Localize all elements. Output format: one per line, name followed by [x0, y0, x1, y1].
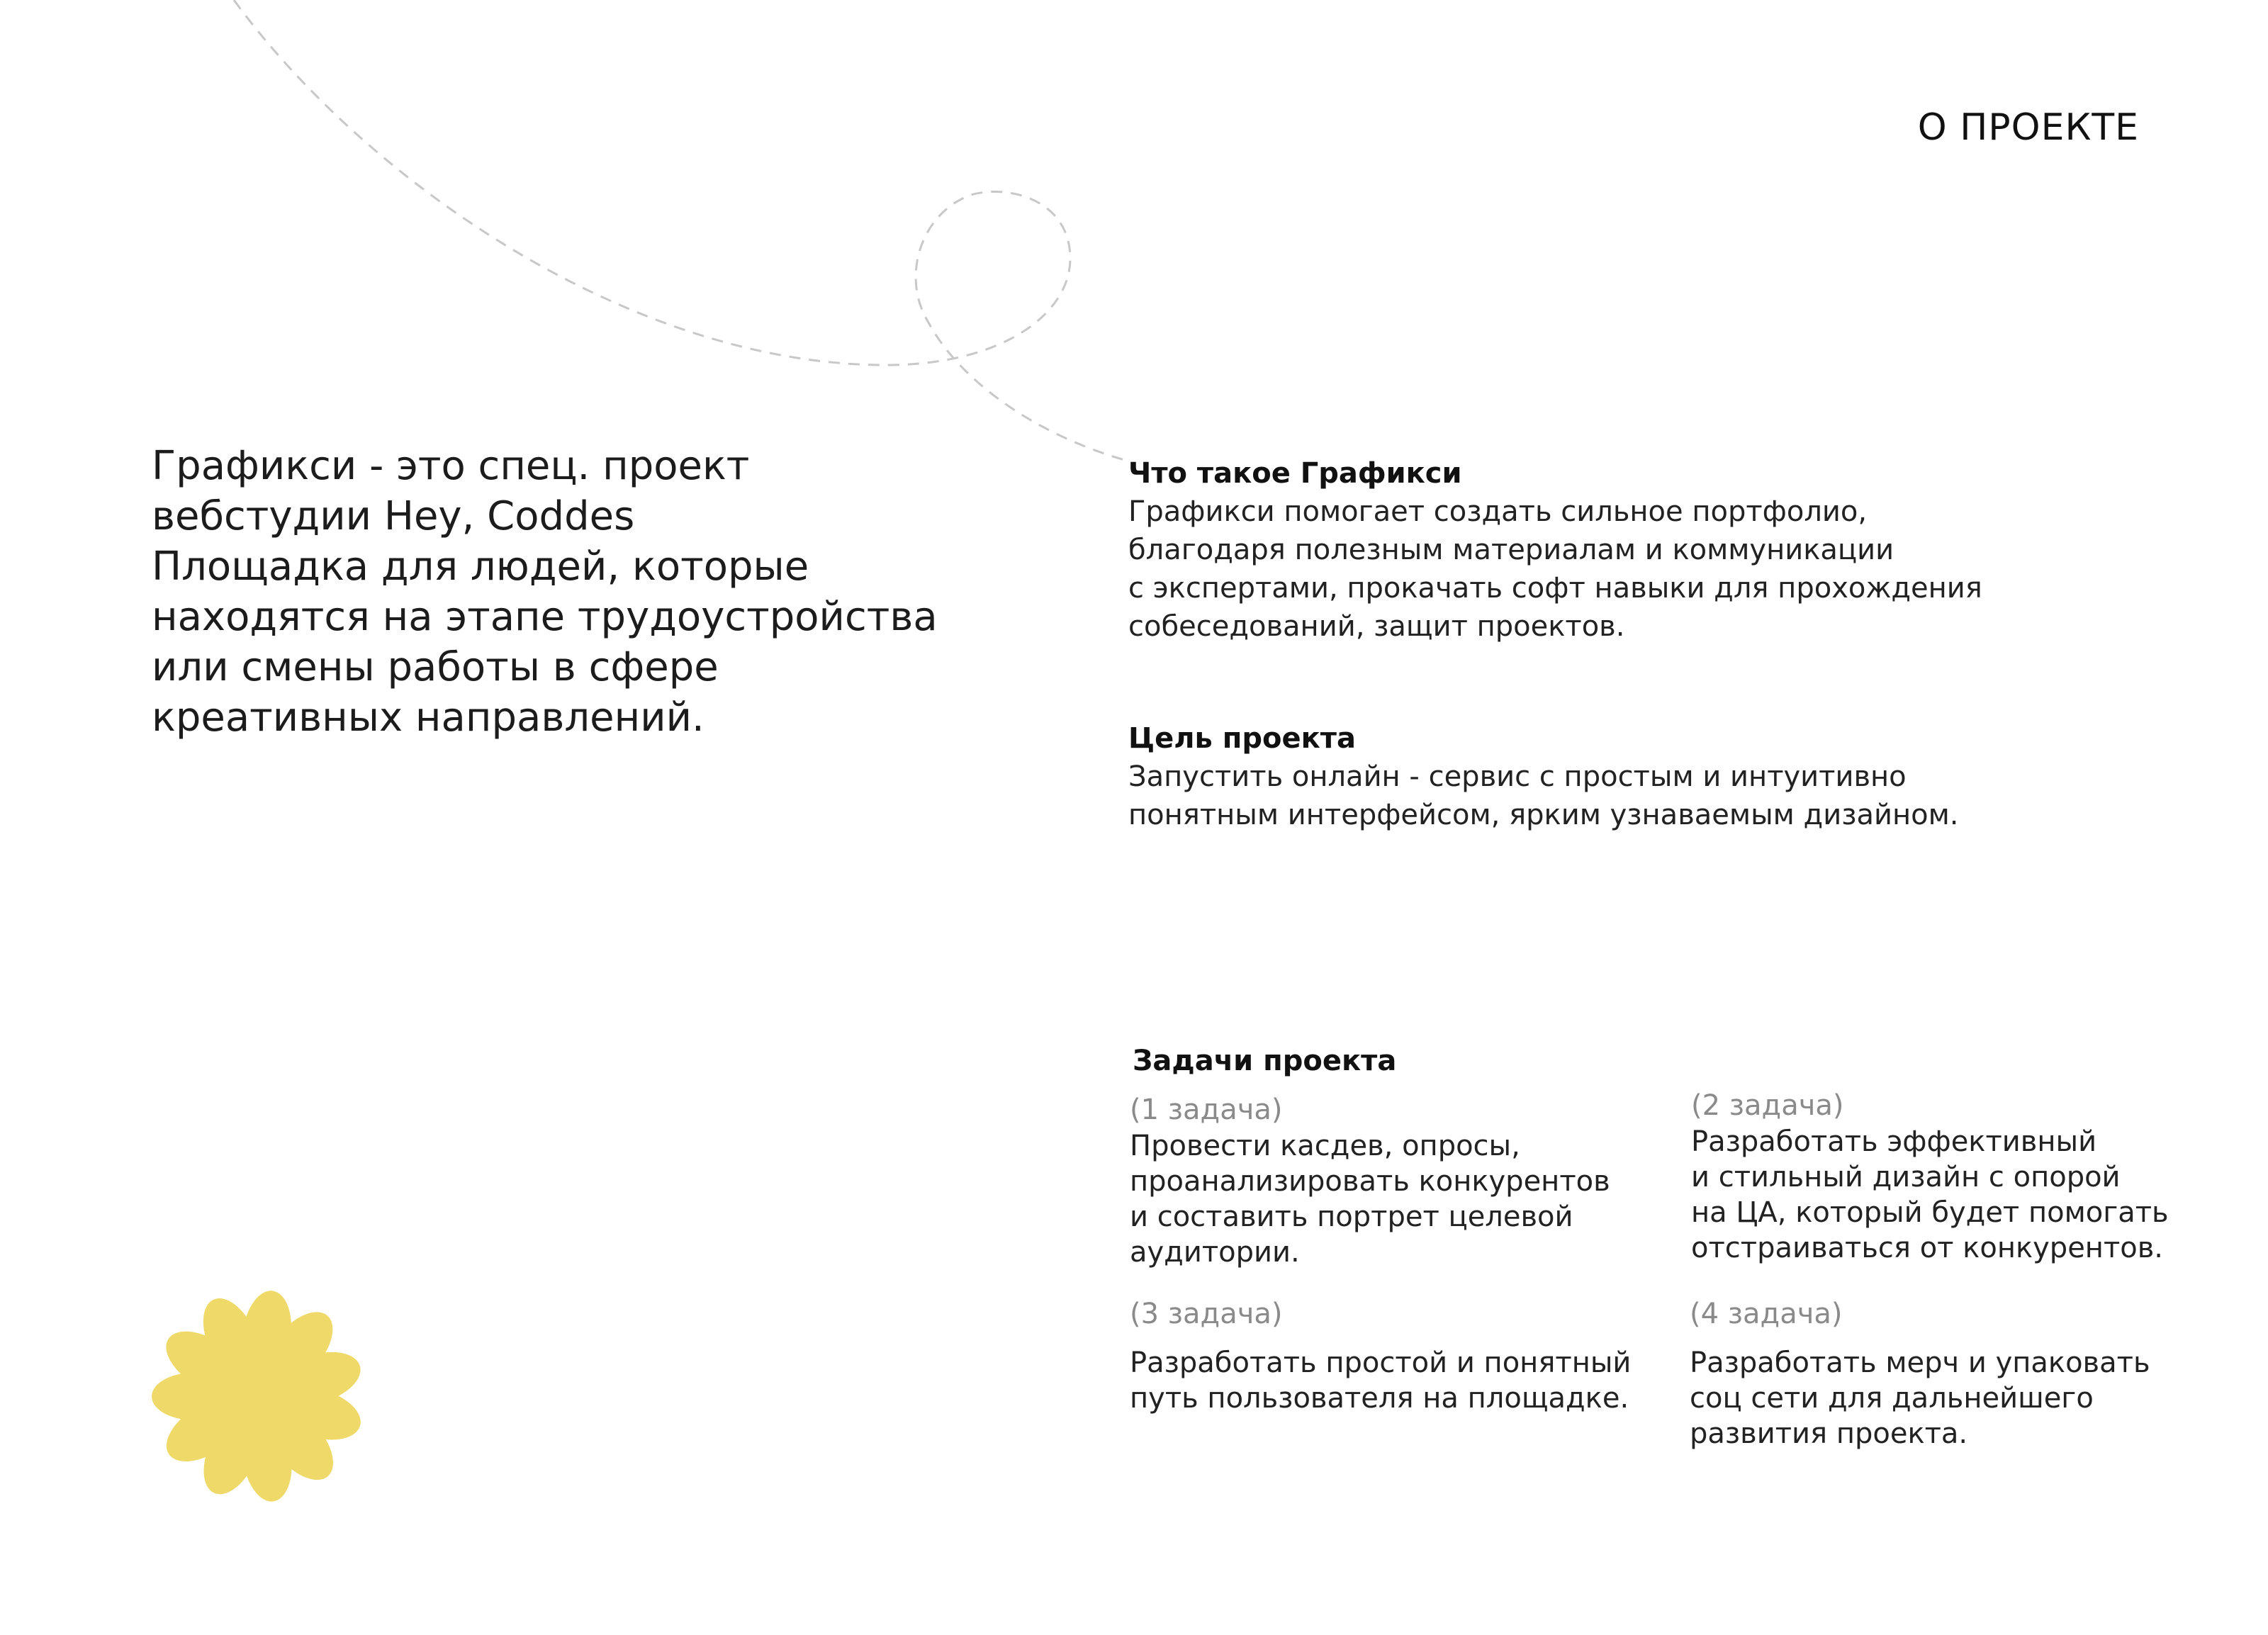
about-line: благодаря полезным материалам и коммуникации: [1128, 534, 1894, 566]
intro-line: Графикси - это спец. проект: [152, 443, 750, 489]
about-line: собеседований, защит проектов.: [1128, 610, 1625, 643]
intro-line: или смены работы в сфере: [152, 644, 719, 690]
task-item-3: [1130, 1296, 1631, 1416]
task-line: соц сети для дальнейшего: [1690, 1382, 2094, 1415]
task-line: развития проекта.: [1690, 1417, 1968, 1450]
intro-line: вебстудии Hey, Coddes: [152, 493, 635, 539]
task-line: Разработать эффективный: [1691, 1125, 2097, 1158]
task-line: и стильный дизайн с опорой: [1691, 1161, 2121, 1193]
task-number: (4 задача): [1690, 1298, 1843, 1330]
intro-line: креативных направлений.: [152, 695, 704, 741]
about-line: с экспертами, прокачать софт навыки для прохождения: [1128, 572, 1982, 605]
task-item-1: [1130, 1091, 1610, 1270]
task-line: проанализировать конкурентов: [1130, 1165, 1610, 1198]
goal-line: понятным интерфейсом, ярким узнаваемым дизайном.: [1128, 799, 1959, 831]
intro-line: Площадка для людей, которые: [152, 544, 809, 590]
task-line: путь пользователя на площадке.: [1130, 1382, 1629, 1415]
tasks-heading: Задачи проекта: [1133, 1045, 1397, 1077]
task-number: (2 задача): [1691, 1089, 1844, 1122]
about-line: Графикси помогает создать сильное портфолио,: [1128, 495, 1868, 528]
task-item-2: [1691, 1087, 2169, 1266]
intro-text: [152, 441, 974, 743]
about-block: [1128, 454, 1982, 646]
task-item-4: [1690, 1296, 2150, 1451]
task-line: на ЦА, который будет помогать: [1691, 1196, 2169, 1229]
goal-heading: Цель проекта: [1128, 722, 1356, 755]
about-heading: Что такое Графикси: [1128, 457, 1462, 490]
task-number: (3 задача): [1130, 1298, 1283, 1330]
task-number: (1 задача): [1130, 1094, 1283, 1126]
goal-line: Запустить онлайн - сервис с простым и интуитивно: [1128, 760, 1907, 793]
intro-line: находятся на этапе трудоустройства: [152, 594, 938, 640]
task-line: Разработать мерч и упаковать: [1690, 1347, 2150, 1379]
goal-block: [1128, 719, 1958, 834]
task-line: отстраиваться от конкурентов.: [1691, 1232, 2164, 1264]
task-line: Провести касдев, опросы,: [1130, 1130, 1520, 1162]
flower-center: [203, 1341, 313, 1451]
task-line: и составить портрет целевой: [1130, 1201, 1573, 1233]
section-title: О ПРОЕКТЕ: [1917, 106, 2139, 149]
task-line: Разработать простой и понятный: [1130, 1347, 1632, 1379]
flower-icon: [152, 1290, 364, 1502]
task-line: аудитории.: [1130, 1236, 1300, 1269]
